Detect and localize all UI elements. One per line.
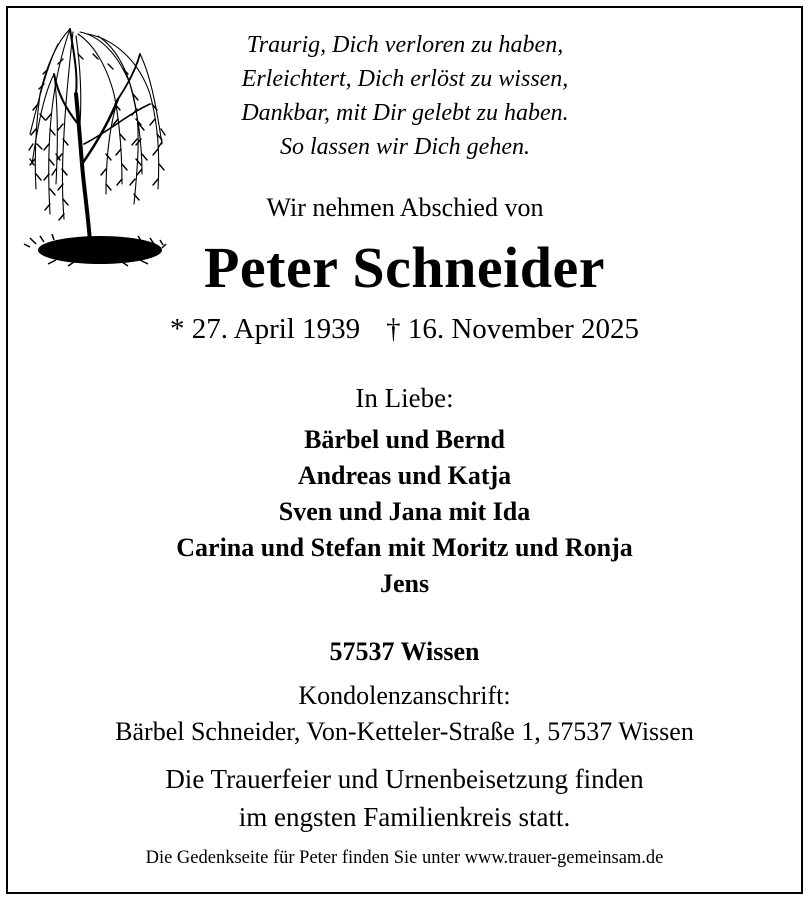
deceased-name: Peter Schneider <box>203 235 606 300</box>
ceremony-line: im engsten Familienkreis statt. <box>238 802 571 832</box>
mourner-entry: Bärbel und Bernd <box>304 425 505 454</box>
mourner-entry: Andreas und Katja <box>297 461 512 490</box>
poem-line: So lassen wir Dich gehen. <box>280 134 530 160</box>
poem <box>205 28 605 164</box>
mourner-entry: Jens <box>379 569 430 598</box>
condolence-address: Bärbel Schneider, Von-Ketteler-Straße 1, 57537 Wissen <box>115 717 694 746</box>
memorial-note: Die Gedenkseite für Peter finden Sie unter www.trauer-gemeinsam.de <box>145 848 664 868</box>
mourners-list <box>0 422 809 602</box>
poem-line: Traurig, Dich verloren zu haben, <box>246 32 564 58</box>
location: 57537 Wissen <box>329 637 480 666</box>
death-date: † 16. November 2025 <box>386 313 640 345</box>
intro-text: Wir nehmen Abschied von <box>266 193 544 222</box>
ceremony-line: Die Trauerfeier und Urnenbeisetzung finden <box>165 764 644 794</box>
mourner-entry: Sven und Jana mit Ida <box>278 497 531 526</box>
life-dates <box>0 313 809 346</box>
poem-line: Erleichtert, Dich erlöst zu wissen, <box>241 66 569 92</box>
poem-line: Dankbar, mit Dir gelebt zu haben. <box>241 100 569 126</box>
birth-date: * 27. April 1939 <box>169 313 361 345</box>
condolence-label: Kondolenzanschrift: <box>298 681 511 710</box>
ceremony-note <box>0 760 809 836</box>
mourner-entry: Carina und Stefan mit Moritz und Ronja <box>176 533 633 562</box>
mourners-heading: In Liebe: <box>355 383 454 413</box>
condolence-block <box>0 678 809 750</box>
